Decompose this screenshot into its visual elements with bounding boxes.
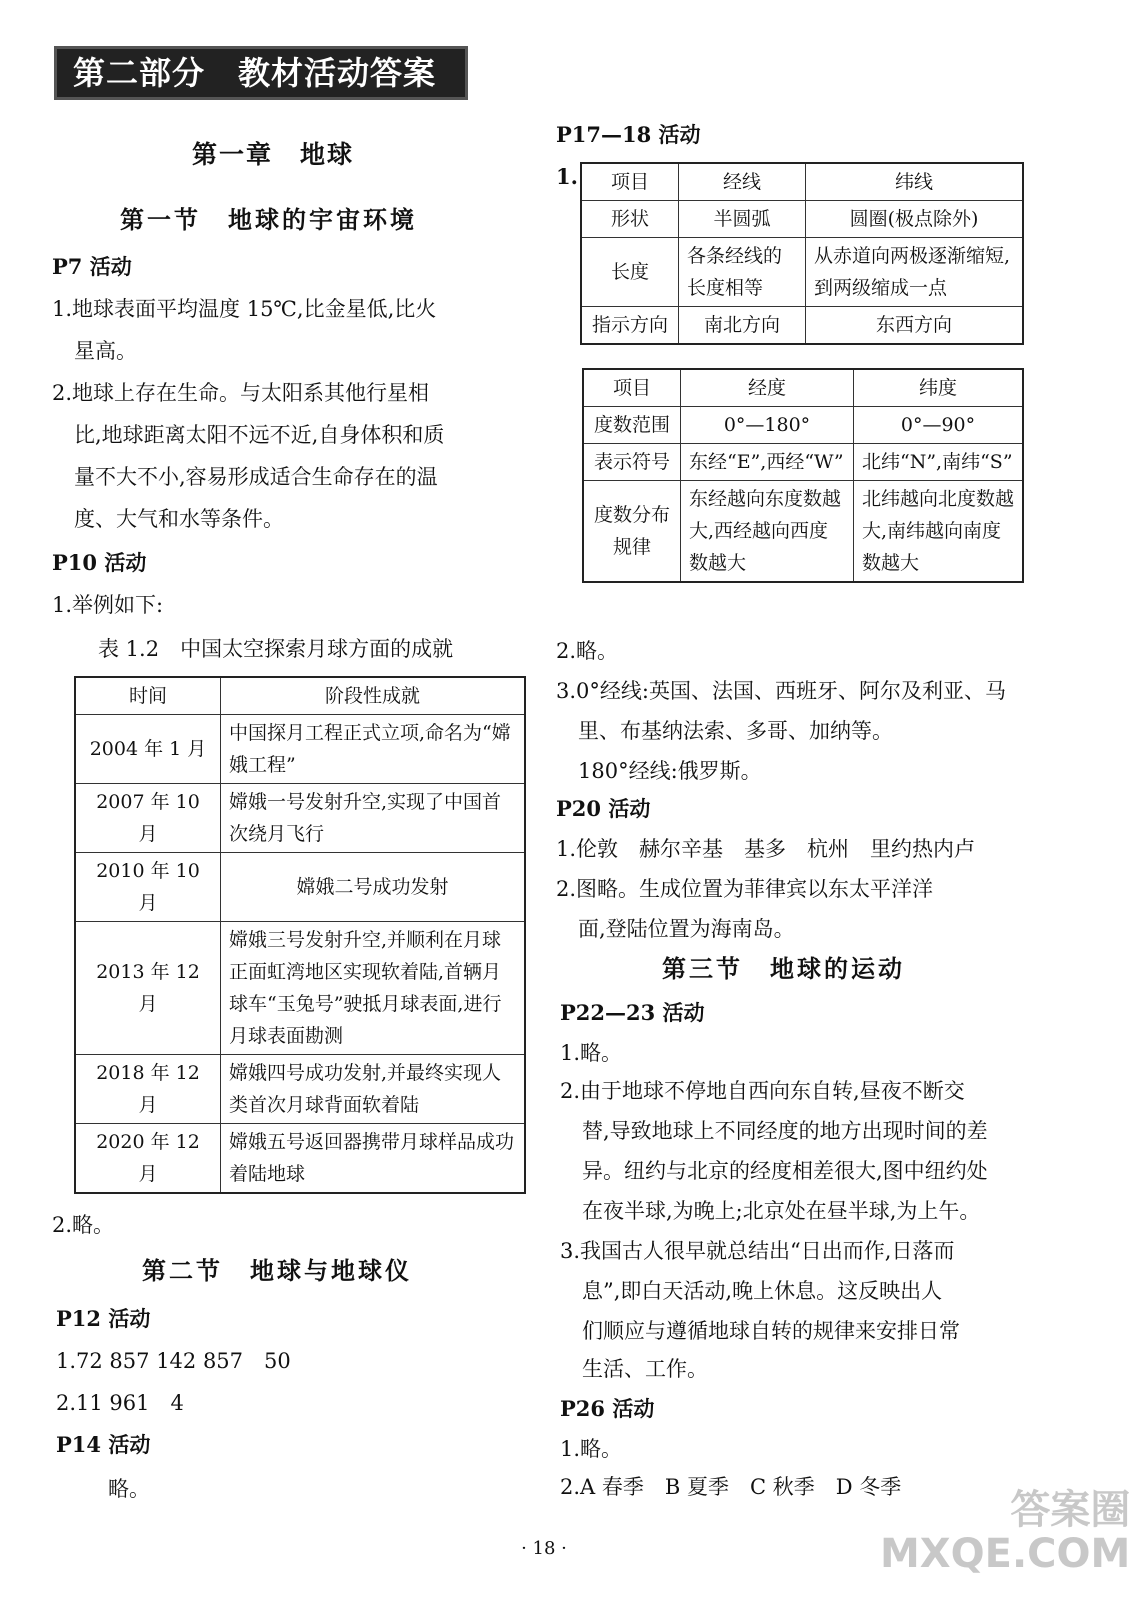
longitude-latitude-table xyxy=(582,368,1024,583)
row-parallel: 从赤道向两极逐渐缩短,到两级缩成一点 xyxy=(806,238,1024,307)
table-header-latitude: 纬度 xyxy=(854,369,1024,407)
row-item: 指示方向 xyxy=(581,307,679,345)
moon-achievements-table xyxy=(74,676,526,1194)
p10-heading: P10 活动 xyxy=(52,550,147,575)
row-meridian: 南北方向 xyxy=(679,307,806,345)
p7-answer-1: 1.地球表面平均温度 15℃,比金星低,比火 xyxy=(52,297,437,321)
row-meridian: 各条经线的长度相等 xyxy=(679,238,806,307)
p17-answer-3-180: 180°经线:俄罗斯。 xyxy=(578,759,762,783)
row-item: 形状 xyxy=(581,201,679,238)
table-row xyxy=(581,238,1023,307)
p22-answer-2-cont2: 异。纽约与北京的经度相差很大,图中纽约处 xyxy=(582,1159,988,1183)
table-row xyxy=(583,444,1023,481)
meridian-parallel-table xyxy=(580,162,1024,345)
p17-heading: P17—18 活动 xyxy=(556,122,701,147)
row-item: 度数范围 xyxy=(583,407,681,444)
p26-answer-2: 2.A 春季 B 夏季 C 秋季 D 冬季 xyxy=(560,1475,902,1499)
p20-answer-2-cont: 面,登陆位置为海南岛。 xyxy=(578,917,795,941)
row-latitude: 北纬“N”,南纬“S” xyxy=(854,444,1024,481)
table-header-item: 项目 xyxy=(581,163,679,201)
table-header-item: 项目 xyxy=(583,369,681,407)
page-number: · 18 · xyxy=(521,1538,567,1559)
table-header-longitude: 经度 xyxy=(681,369,854,407)
p7-answer-1-cont: 星高。 xyxy=(74,339,137,363)
row-latitude: 0°—90° xyxy=(854,407,1024,444)
table-row xyxy=(581,201,1023,238)
row-time: 2007 年 10 月 xyxy=(75,784,221,853)
p7-heading: P7 活动 xyxy=(52,254,132,279)
row-time: 2010 年 10 月 xyxy=(75,853,221,922)
row-parallel: 圆圈(极点除外) xyxy=(806,201,1024,238)
row-longitude: 东经越向东度数越大,西经越向西度数越大 xyxy=(681,481,854,583)
table-row xyxy=(75,922,525,1055)
p22-answer-3: 3.我国古人很早就总结出“日出而作,日落而 xyxy=(560,1239,955,1263)
p22-answer-2-cont3: 在夜半球,为晚上;北京处在昼半球,为上午。 xyxy=(582,1199,981,1223)
p12-answer-1: 1.72 857 142 857 50 xyxy=(56,1349,291,1373)
p12-heading: P12 活动 xyxy=(56,1306,151,1331)
p7-answer-2-cont3: 度、大气和水等条件。 xyxy=(74,507,284,531)
p7-answer-2-cont1: 比,地球距离太阳不远不近,自身体积和质 xyxy=(74,423,445,447)
row-time: 2020 年 12 月 xyxy=(75,1124,221,1194)
p7-answer-2-cont2: 量不大不小,容易形成适合生命存在的温 xyxy=(74,465,438,489)
part-banner: 第二部分 教材活动答案 xyxy=(54,46,468,100)
section-1-title: 第一节 地球的宇宙环境 xyxy=(120,205,417,234)
row-longitude: 0°—180° xyxy=(681,407,854,444)
p22-answer-2-cont1: 替,导致地球上不同经度的地方出现时间的差 xyxy=(582,1119,988,1143)
table-row xyxy=(75,1055,525,1124)
watermark-logo: 答案圈 MXQE.COM xyxy=(880,1487,1130,1577)
row-latitude: 北纬越向北度数越大,南纬越向南度数越大 xyxy=(854,481,1024,583)
chapter-title: 第一章 地球 xyxy=(192,140,355,169)
p22-answer-3-cont1: 息”,即白天活动,晚上休息。这反映出人 xyxy=(582,1279,943,1303)
row-achievement: 嫦娥五号返回器携带月球样品成功着陆地球 xyxy=(221,1124,526,1194)
table-row xyxy=(583,407,1023,444)
table-row xyxy=(75,784,525,853)
p14-answer: 略。 xyxy=(108,1477,150,1501)
row-achievement: 嫦娥四号成功发射,并最终实现人类首次月球背面软着陆 xyxy=(221,1055,526,1124)
section-3-title: 第三节 地球的运动 xyxy=(662,954,905,983)
row-achievement: 中国探月工程正式立项,命名为“嫦娥工程” xyxy=(221,715,526,784)
p10-answer-2: 2.略。 xyxy=(52,1213,115,1237)
row-achievement: 嫦娥三号发射升空,并顺利在月球正面虹湾地区实现软着陆,首辆月球车“玉兔号”驶抵月球表面,进行月球表面勘测 xyxy=(221,922,526,1055)
row-achievement: 嫦娥二号成功发射 xyxy=(221,853,526,922)
table-caption: 表 1.2 中国太空探索月球方面的成就 xyxy=(98,637,454,661)
p10-answer-1: 1.举例如下: xyxy=(52,593,164,617)
row-longitude: 东经“E”,西经“W” xyxy=(681,444,854,481)
section-2-title: 第二节 地球与地球仪 xyxy=(142,1256,412,1285)
p17-answer-3-cont: 里、布基纳法索、多哥、加纳等。 xyxy=(578,719,893,743)
table-header-achievement: 阶段性成就 xyxy=(221,677,526,715)
p22-answer-3-cont3: 生活、工作。 xyxy=(582,1357,708,1381)
table-header-parallel: 纬线 xyxy=(806,163,1024,201)
row-achievement: 嫦娥一号发射升空,实现了中国首次绕月飞行 xyxy=(221,784,526,853)
table-row xyxy=(75,715,525,784)
p17-answer-2: 2.略。 xyxy=(556,639,619,663)
table-header-time: 时间 xyxy=(75,677,221,715)
p22-answer-3-cont2: 们顺应与遵循地球自转的规律来安排日常 xyxy=(582,1319,960,1343)
table-row xyxy=(75,1124,525,1194)
p17-answer-3: 3.0°经线:英国、法国、西班牙、阿尔及利亚、马 xyxy=(556,679,1006,703)
p17-answer-1-number: 1. xyxy=(556,164,578,189)
p12-answer-2: 2.11 961 4 xyxy=(56,1391,184,1415)
row-time: 2018 年 12 月 xyxy=(75,1055,221,1124)
p7-answer-2: 2.地球上存在生命。与太阳系其他行星相 xyxy=(52,381,430,405)
row-item: 度数分布规律 xyxy=(583,481,681,583)
row-item: 表示符号 xyxy=(583,444,681,481)
table-row xyxy=(75,853,525,922)
p20-answer-1: 1.伦敦 赫尔辛基 基多 杭州 里约热内卢 xyxy=(556,837,976,861)
p22-answer-1: 1.略。 xyxy=(560,1041,623,1065)
p20-heading: P20 活动 xyxy=(556,796,651,821)
p26-answer-1: 1.略。 xyxy=(560,1437,623,1461)
table-row xyxy=(581,307,1023,345)
p20-answer-2: 2.图略。生成位置为菲律宾以东太平洋洋 xyxy=(556,877,934,901)
p14-heading: P14 活动 xyxy=(56,1432,151,1457)
p26-heading: P26 活动 xyxy=(560,1396,655,1421)
row-time: 2004 年 1 月 xyxy=(75,715,221,784)
row-item: 长度 xyxy=(581,238,679,307)
table-header-meridian: 经线 xyxy=(679,163,806,201)
table-row xyxy=(583,481,1023,583)
row-meridian: 半圆弧 xyxy=(679,201,806,238)
row-parallel: 东西方向 xyxy=(806,307,1024,345)
p22-heading: P22—23 活动 xyxy=(560,1000,705,1025)
p22-answer-2: 2.由于地球不停地自西向东自转,昼夜不断交 xyxy=(560,1079,965,1103)
row-time: 2013 年 12 月 xyxy=(75,922,221,1055)
